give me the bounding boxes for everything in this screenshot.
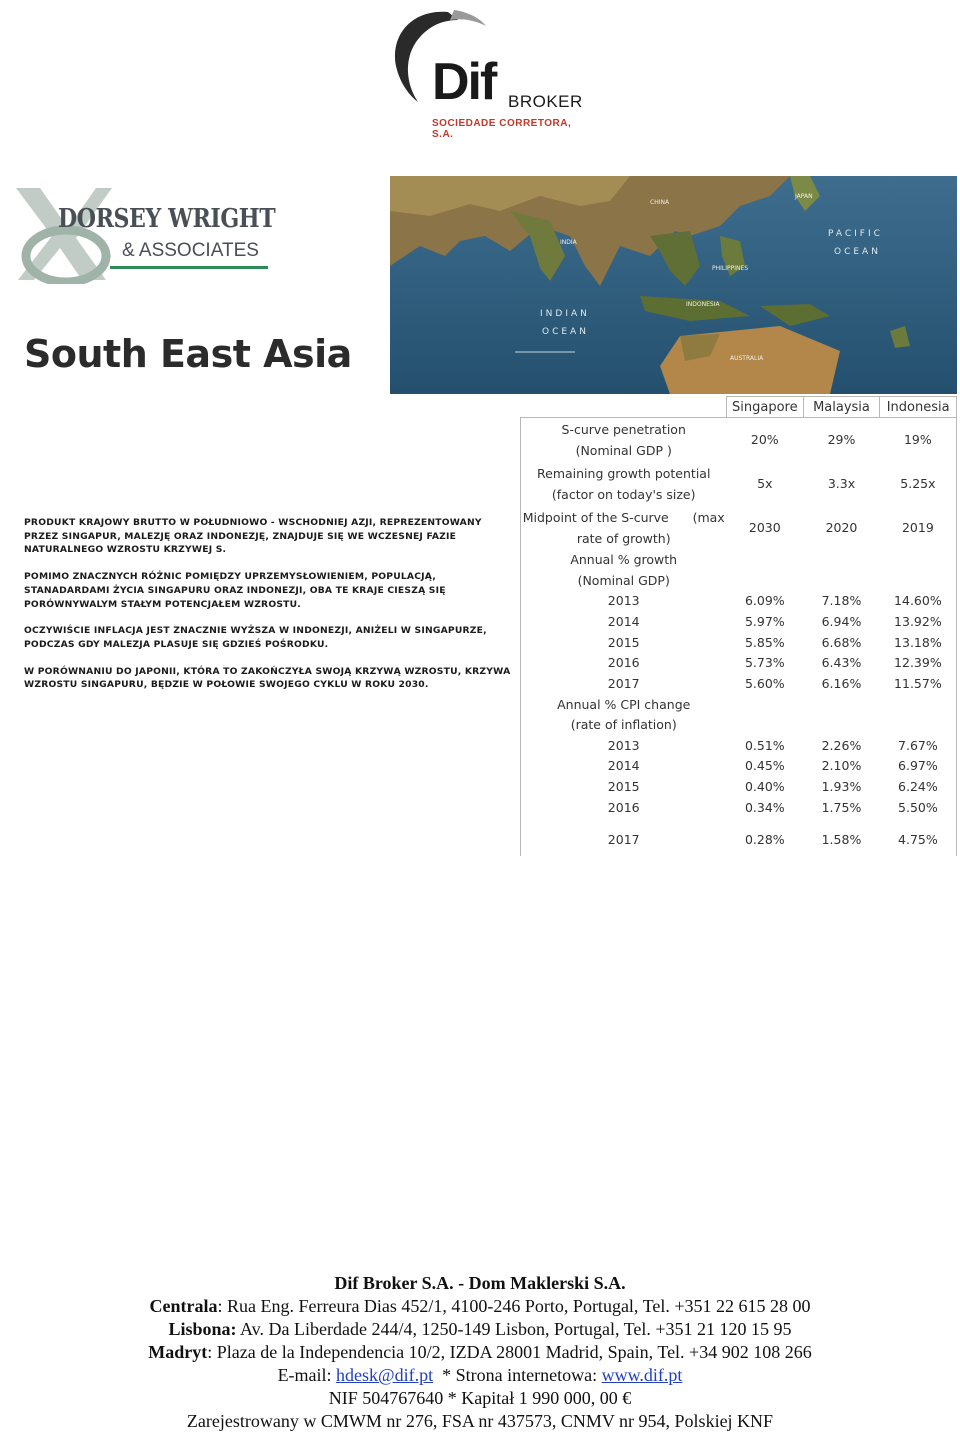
cell-malaysia: 2020 — [825, 520, 858, 535]
map-label-pacific: PACIFIC — [828, 229, 883, 239]
dif-subtitle: SOCIEDADE CORRETORA, S.A. — [432, 118, 572, 140]
cell-malaysia: 2.10% — [821, 758, 862, 774]
header-singapore: Singapore — [726, 397, 803, 418]
map-label-china: CHINA — [650, 199, 670, 206]
cell-singapore: 0.45% — [744, 758, 785, 774]
centrala-address: : Rua Eng. Ferreura Dias 452/1, 4100-246 Porto, Portugal, Tel. +351 22 615 28 00 — [217, 1296, 811, 1316]
madryt-label: Madryt — [148, 1342, 208, 1362]
table-row — [521, 462, 957, 506]
paragraph-potential: POMIMO ZNACZNYCH RÓŻNIC POMIĘDZY UPRZEMYSŁOWIENIEM, POPULACJĄ, STANADARDAMI ŻYCIA SINGAPURU ORAZ INDONEZJI, OBA TE KRAJE CIESZĄ SIĘ PORÓWNYWALYM STAŁYM POTENCJAŁEM WZROSTU. — [24, 571, 446, 610]
lisbona-label: Lisbona: — [168, 1319, 237, 1339]
cell-malaysia: 6.68% — [821, 634, 862, 650]
map-label-indian-ocean: OCEAN — [542, 327, 589, 337]
empty-cell — [803, 694, 880, 715]
empty-cell — [880, 550, 957, 571]
website-link[interactable]: www.dif.pt — [601, 1365, 683, 1385]
cell-singapore: 6.09% — [744, 593, 785, 609]
empty-cell — [726, 714, 803, 735]
table-row — [521, 694, 957, 715]
table-row — [521, 506, 957, 550]
map-label-indonesia: INDONESIA — [686, 301, 720, 308]
empty-cell — [803, 550, 880, 571]
section-label-cpi: Annual % CPI change — [521, 694, 727, 715]
cell-malaysia: 1.93% — [821, 779, 862, 795]
header-malaysia: Malaysia — [803, 397, 880, 418]
footer-centrala — [0, 1295, 960, 1318]
row-label-line: S-curve penetration — [561, 421, 686, 437]
logo-underline — [110, 266, 268, 269]
dif-broker-text: BROKER — [508, 92, 583, 111]
header-blank — [521, 397, 727, 418]
cell-indonesia: 13.92% — [880, 611, 957, 632]
cell-singapore: 5.97% — [744, 614, 785, 630]
xo-mark-icon — [10, 184, 120, 284]
cell-indonesia: 13.18% — [880, 632, 957, 653]
table-row — [521, 797, 957, 818]
web-label: * Strona internetowa: — [433, 1365, 602, 1385]
map-label-australia: AUSTRALIA — [730, 355, 764, 362]
table-row — [521, 735, 957, 756]
cell-singapore: 5.73% — [744, 655, 785, 671]
map-label-indian: INDIAN — [540, 309, 590, 319]
footer-registration: Zarejestrowany w CMWM nr 276, FSA nr 437573, CNMV nr 954, Polskiej KNF — [186, 1411, 774, 1431]
cell-malaysia: 7.18% — [821, 593, 862, 609]
paragraph-inflation: OCZYWIŚCIE INFLACJA JEST ZNACZNIE WYŻSZA W INDONEZJI, ANIŻELI W SINGAPURZE, PODCZAS GDY MALEZJA PLASUJE SIĘ GDZIEŚ POŚRODKU. — [24, 625, 487, 650]
section-sublabel-cpi: (rate of inflation) — [521, 714, 727, 735]
footer-madryt — [0, 1341, 960, 1364]
section-label-gdp: Annual % growth — [521, 550, 727, 571]
empty-cell — [726, 570, 803, 591]
table-row — [521, 611, 957, 632]
cell-malaysia: 6.43% — [821, 655, 862, 671]
cell-singapore: 5.60% — [744, 676, 785, 692]
table-row — [521, 591, 957, 612]
row-label-line: (Nominal GDP ) — [575, 442, 672, 458]
cell-singapore: 0.34% — [744, 799, 785, 815]
year-label: 2014 — [521, 611, 727, 632]
empty-cell — [803, 714, 880, 735]
map-label-japan: JAPAN — [795, 193, 813, 200]
empty-cell — [803, 570, 880, 591]
section-sublabel-gdp: (Nominal GDP) — [521, 570, 727, 591]
lisbona-address: Av. Da Liberdade 244/4, 1250-149 Lisbon, Portugal, Tel. +351 21 120 15 95 — [236, 1319, 792, 1339]
company-name: Dif Broker S.A. - Dom Maklerski S.A. — [334, 1273, 626, 1293]
year-label: 2017 — [521, 818, 727, 856]
table-header-row — [521, 397, 957, 418]
year-label: 2015 — [521, 632, 727, 653]
commentary-text — [24, 516, 514, 705]
footer-nif: NIF 504767640 * Kapitał 1 990 000, 00 € — [328, 1388, 632, 1408]
empty-cell — [880, 714, 957, 735]
cell-indonesia: 19% — [880, 418, 957, 462]
company-footer — [0, 1272, 960, 1433]
footer-lisbona — [0, 1318, 960, 1341]
cell-indonesia: 4.75% — [880, 818, 957, 856]
cell-indonesia: 6.97% — [880, 756, 957, 777]
dif-broker-logo — [388, 4, 588, 140]
cell-malaysia: 3.3x — [827, 476, 856, 491]
map-label-india: INDIA — [560, 239, 577, 246]
table-row — [521, 550, 957, 571]
cell-indonesia: 5.25x — [880, 462, 957, 506]
cell-indonesia: 6.24% — [880, 776, 957, 797]
row-label-line: (factor on today's size) — [551, 486, 696, 502]
table-row — [521, 756, 957, 777]
row-label — [521, 462, 727, 506]
year-label: 2016 — [521, 653, 727, 674]
cell-malaysia: 6.94% — [821, 614, 862, 630]
header-indonesia: Indonesia — [880, 397, 957, 418]
page-title: South East Asia — [24, 332, 352, 376]
cell-malaysia: 2.26% — [821, 737, 862, 753]
map-label-philippines: PHILIPPINES — [712, 265, 749, 272]
cell-singapore: 0.51% — [744, 737, 785, 753]
year-label: 2015 — [521, 776, 727, 797]
cell-malaysia: 1.58% — [821, 831, 862, 847]
dif-wordmark: Dif — [432, 53, 496, 111]
row-label-line: Remaining growth potential — [537, 465, 711, 481]
empty-cell — [880, 570, 957, 591]
cell-singapore: 2030 — [748, 520, 781, 535]
cell-malaysia: 29% — [803, 418, 880, 462]
year-label: 2013 — [521, 735, 727, 756]
table-row — [521, 818, 957, 856]
cell-singapore: 5x — [757, 476, 773, 491]
row-label-line: Midpoint of the S-curve (max — [522, 509, 725, 525]
footer-contact — [0, 1364, 960, 1387]
table-row — [521, 570, 957, 591]
paragraph-gdp: PRODUKT KRAJOWY BRUTTO W POŁUDNIOWO - WSCHODNIEJ AZJI, REPREZENTOWANY PRZEZ SINGAPUR, MALEZJĘ ORAZ INDONEZJĘ, ZNAJDUJE SIĘ WE WCZESNEJ FAZIE NATURALNEGO WZROSTU KRZYWEJ S. — [24, 517, 482, 556]
madryt-address: : Plaza de la Independencia 10/2, IZDA 28001 Madrid, Spain, Tel. +34 902 108 266 — [207, 1342, 812, 1362]
southeast-asia-map — [390, 176, 957, 394]
cell-singapore: 5.85% — [744, 634, 785, 650]
dorsey-wright-name: DORSEY WRIGHT — [58, 204, 276, 234]
growth-data-table — [520, 396, 957, 856]
cell-indonesia: 7.67% — [880, 735, 957, 756]
cell-singapore: 0.28% — [744, 831, 785, 847]
centrala-label: Centrala — [149, 1296, 218, 1316]
row-label — [521, 506, 727, 550]
map-label-pacific-ocean: OCEAN — [834, 247, 881, 257]
table-row — [521, 776, 957, 797]
cell-indonesia: 14.60% — [880, 591, 957, 612]
cell-indonesia: 5.50% — [880, 797, 957, 818]
dorsey-wright-associates: & ASSOCIATES — [122, 240, 259, 261]
cell-indonesia: 12.39% — [880, 653, 957, 674]
footer-company — [0, 1272, 960, 1295]
empty-cell — [726, 550, 803, 571]
cell-malaysia: 1.75% — [821, 799, 862, 815]
cell-indonesia: 2019 — [880, 506, 957, 550]
cell-singapore: 0.40% — [744, 779, 785, 795]
table-row — [521, 714, 957, 735]
dorsey-wright-logo — [10, 184, 276, 284]
table-row — [521, 673, 957, 694]
year-label: 2016 — [521, 797, 727, 818]
email-link[interactable]: hdesk@dif.pt — [336, 1365, 434, 1385]
table-row — [521, 653, 957, 674]
email-label: E-mail: — [277, 1365, 337, 1385]
year-label: 2014 — [521, 756, 727, 777]
paragraph-japan: W PORÓWNANIU DO JAPONII, KTÓRA TO ZAKOŃCZYŁA SWOJĄ KRZYWĄ WZROSTU, KRZYWA WZROSTU SINGAPURU, BĘDZIE W POŁOWIE SWOJEGO CYKLU W ROKU 2030. — [24, 665, 511, 691]
row-label-line: rate of growth) — [576, 530, 671, 546]
row-label — [521, 418, 727, 462]
year-label: 2013 — [521, 591, 727, 612]
cell-indonesia: 11.57% — [880, 673, 957, 694]
empty-cell — [726, 694, 803, 715]
year-label: 2017 — [521, 673, 727, 694]
table-row — [521, 418, 957, 462]
cell-malaysia: 6.16% — [821, 676, 862, 692]
table-row — [521, 632, 957, 653]
empty-cell — [880, 694, 957, 715]
cell-singapore: 20% — [726, 418, 803, 462]
